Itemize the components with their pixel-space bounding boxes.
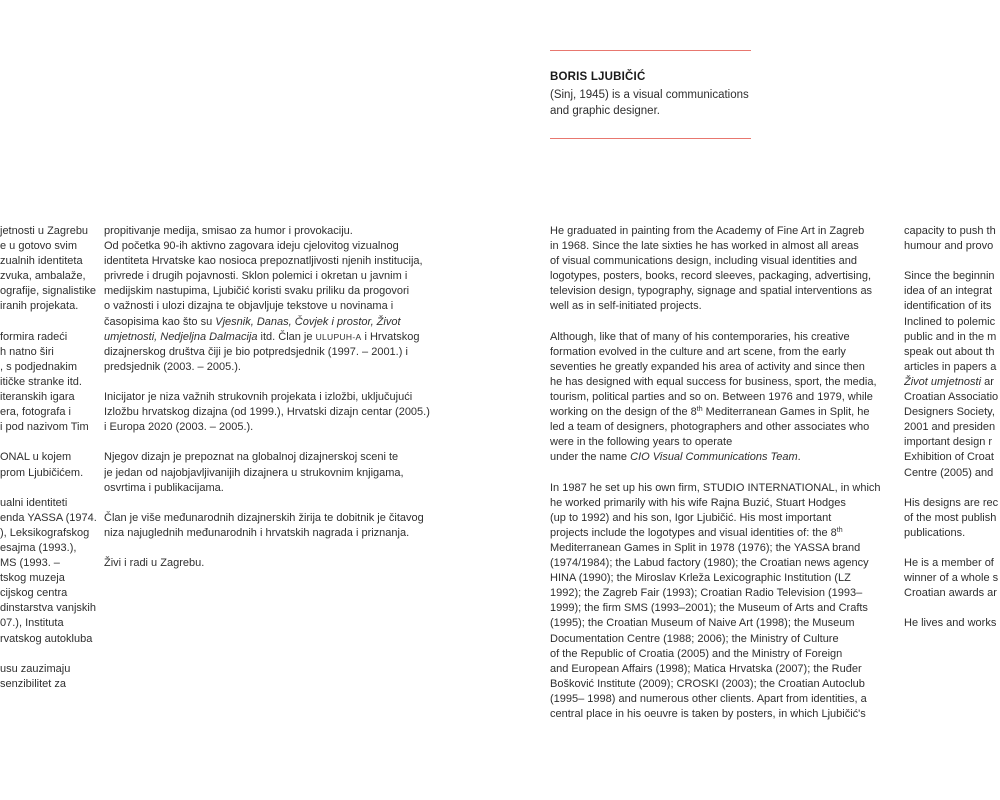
text-line: privrede i drugih pojavnosti. Sklon polemici i okretan u javnim i [104,270,408,283]
text-line: He lives and works [904,617,997,630]
text-line: Exhibition of Croat [904,451,994,464]
text-line: e u gotovo svim [0,240,78,253]
text-line: ONAL u kojem [0,451,72,464]
text-line: Inclined to polemic [904,315,996,328]
text-line: predsjednik (2003. – 2005.). [104,360,241,373]
text-line: Although, like that of many of his contemporaries, his creative [550,330,850,343]
paragraph [0,496,97,647]
text-line: were in the following years to operate [550,436,733,449]
text-line: Bošković Institute (2009); CROSKI (2003); the Croatian Autoclub [550,677,865,690]
paragraph [104,556,454,571]
publication-titles: Vjesnik, Danas, Čovjek i prostor, Život [215,315,401,328]
text-line: Od početka 90-ih aktivno zagovara ideju cjelovitog vizualnog [104,240,399,253]
paragraph [0,662,97,692]
text-line: tourism, political parties and so on. Between 1976 and 1979, while [550,391,873,404]
text-line [550,526,900,541]
text-line: identification of its [904,300,992,313]
text-line: speak out about th [904,345,995,358]
text-line: Croatian Associatio [904,391,999,404]
paragraph [904,269,1000,480]
designer-intro: (Sinj, 1945) is a visual communications and graphic designer. [550,89,749,117]
text-line: HINA (1990); the Miroslav Krleža Lexicographic Institution (LZ [550,572,851,585]
text-run: itd. Član je [257,330,316,343]
text-line: identiteta Hrvatske kao nosioca prepoznatljivosti njenih institucija, [104,255,423,268]
text-line: , s podjednakim [0,360,78,373]
text-line: ografije, signalistike [0,285,96,298]
paragraph [0,330,97,436]
text-line: rvatskog autokluba [0,632,93,645]
paragraph [550,224,900,315]
text-line: important design r [904,436,993,449]
text-run: . [797,451,801,464]
ordinal-suffix: th [836,526,843,534]
text-line: capacity to push th [904,225,996,237]
team-name: CIO Visual Communications Team [630,451,798,464]
text-line: of the most publish [904,511,997,524]
text-line: publications. [904,526,966,539]
text-line: ualni identiteti [0,496,68,509]
text-line: MS (1993. – [0,557,60,570]
text-line: Njegov dizajn je prepoznat na globalnoj dizajnerskoj sceni te [104,451,399,464]
paragraph [0,224,97,315]
text-line: Živi i radi u Zagrebu. [104,557,205,570]
text-run: working on the design of the 8 [550,406,697,419]
text-line: formira radeći [0,330,68,343]
text-line: o važnosti i ulozi dizajna te objavljuje tekstove u novinama i [104,300,394,313]
text-line: Centre (2005) and [904,466,994,479]
text-line [550,405,900,420]
text-line: osvrtima i publikacijama. [104,481,224,494]
paragraph [550,330,900,466]
text-line: idea of an integrat [904,285,993,298]
text-line: usu zauzimaju [0,662,71,675]
text-line: prom Ljubičićem. [0,466,84,479]
designer-name: BORIS LJUBIČIĆ [550,71,646,83]
text-line: winner of a whole s [904,572,999,585]
text-line: Mediterranean Games in Split in 1978 (1976); the YASSA brand [550,541,861,554]
text-lines-group [904,269,1000,375]
header-rule-top [550,50,751,51]
paragraph [904,556,1000,601]
text-line: je jedan od najobjavljivanijih dizajnera u strukovnim knjigama, [104,466,404,479]
text-line: 1992); the Zagreb Fair (1993); Croatian Radio Television (1993– [550,587,863,600]
text-line: His designs are rec [904,496,999,509]
publication-title: Život umjetnosti [904,375,982,388]
text-line: Documentation Centre (1988; 2006); the Ministry of Culture [550,632,839,645]
text-line: dizajnerskog društva čiji je bio potpredsjednik (1997. – 2001.) i [104,345,408,358]
paragraph [104,511,454,541]
text-line: Izložbu hrvatskog dizajna (od 1999.), Hrvatski dizajn centar (2005.) [104,406,430,419]
text-line: ), Leksikografskog [0,526,90,539]
paragraph [104,390,454,435]
header-rule-bottom [550,138,751,139]
text-lines-group [904,390,1000,481]
text-line [104,330,454,345]
text-line: led a team of designers, photographers and other associates who [550,421,870,434]
paragraph [550,481,900,723]
text-line: (1995– 1998) and numerous other clients. Apart from identities, a [550,692,867,705]
text-line: cijskog centra [0,587,68,600]
text-run: projects include the logotypes and visual identities of: the 8 [550,526,837,539]
text-line: of visual communications design, including visual identities and [550,255,857,268]
text-line: logotypes, posters, books, record sleeves, packaging, advertising, [550,270,872,283]
text-line: (1974/1984); the Labud factory (1980); the Croatian news agency [550,557,869,570]
text-line: Since the beginnin [904,270,995,283]
publication-titles: umjetnosti, Nedjeljna Dalmacija [104,330,258,343]
paragraph [104,450,454,495]
text-line: tskog muzeja [0,572,65,585]
text-line [904,375,1000,390]
text-line: humour and provo [904,240,994,253]
organization-acronym: ULUPUH-A [315,331,362,342]
text-run: Mediterranean Games in Split, he [702,406,870,419]
text-line: zualnih identiteta [0,255,83,268]
text-line: i pod nazivom Tim [0,421,89,434]
text-line: Designers Society, [904,406,995,419]
text-run: ar [981,375,994,388]
text-line: formation evolved in the culture and art scene, from the early [550,345,846,358]
text-line: medijskim nastupima, Ljubičić koristi svaku priliku da progovori [104,285,410,298]
paragraph [904,224,1000,254]
text-line: (up to 1992) and his son, Igor Ljubičić. His most important [550,511,832,524]
text-line: well as in self-initiated projects. [550,300,702,313]
text-line [104,315,454,330]
text-line: He graduated in painting from the Academy of Fine Art in Zagreb [550,225,865,237]
text-line: dinstarstva vanjskih [0,602,96,615]
ordinal-suffix: th [696,406,703,414]
paragraph [0,450,97,480]
text-line: seventies he greatly expanded his area of activity and since then [550,360,865,373]
english-text-column-cropped [904,224,1000,647]
text-run: časopisima kao što su [104,315,216,328]
english-text-column [550,224,900,737]
croatian-text-column-cropped [0,224,97,707]
text-line: itičke stranke itd. [0,375,82,388]
text-line: 1999); the firm SMS (1993–2001); the Museum of Arts and Crafts [550,602,868,615]
text-line: i Europa 2020 (2003. – 2005.). [104,421,254,434]
text-line: jetnosti u Zagrebu [0,225,89,237]
text-line: Član je više međunarodnih dizajnerskih žirija te dobitnik je čitavog [104,511,424,524]
text-line: iteranskih igara [0,391,75,404]
text-line: 2001 and presiden [904,421,996,434]
text-line: in 1968. Since the late sixties he has worked in almost all areas [550,240,859,253]
text-line: era, fotografa i [0,406,71,419]
paragraph [904,496,1000,541]
text-line: he has designed with equal success for business, sport, the media, [550,375,877,388]
text-line: He is a member of [904,557,994,570]
text-line: iranih projekata. [0,300,79,313]
text-line [550,450,900,465]
text-line: senzibilitet za [0,677,67,690]
text-line: of the Republic of Croatia (2005) and the Ministry of Foreign [550,647,843,660]
text-line: enda YASSA (1974. [0,511,97,524]
text-line: h natno širi [0,345,54,358]
text-line: propitivanje medija, smisao za humor i provokaciju. [104,225,353,237]
text-line: 07.), Instituta [0,617,64,630]
text-line: public and in the m [904,330,997,343]
text-line: television design, typography, signage and spatial interventions as [550,285,873,298]
text-line: In 1987 he set up his own firm, STUDIO INTERNATIONAL, in which [550,481,881,494]
text-line: esajma (1993.), [0,541,77,554]
text-run: i Hrvatskog [361,330,420,343]
text-line: central place in his oeuvre is taken by posters, in which Ljubičić's [550,708,866,720]
croatian-text-column [104,224,454,586]
text-line: articles in papers a [904,360,997,373]
text-line: niza najuglednih međunarodnih i hrvatskih nagrada i priznanja. [104,526,410,539]
text-line: Inicijator je niza važnih strukovnih projekata i izložbi, uključujući [104,391,413,404]
paragraph [104,224,454,375]
text-line: he worked primarily with his wife Rajna Buzić, Stuart Hodges [550,496,846,509]
text-line: (1995); the Croatian Museum of Naive Art (1998); the Museum [550,617,855,630]
text-line: and European Affairs (1998); Matica Hrvatska (2007); the Ruđer [550,662,862,675]
paragraph [904,616,1000,631]
text-lines-group [550,541,900,722]
text-line: Croatian awards ar [904,587,997,600]
text-run: under the name [550,451,631,464]
text-line: zvuka, ambalaže, [0,270,86,283]
